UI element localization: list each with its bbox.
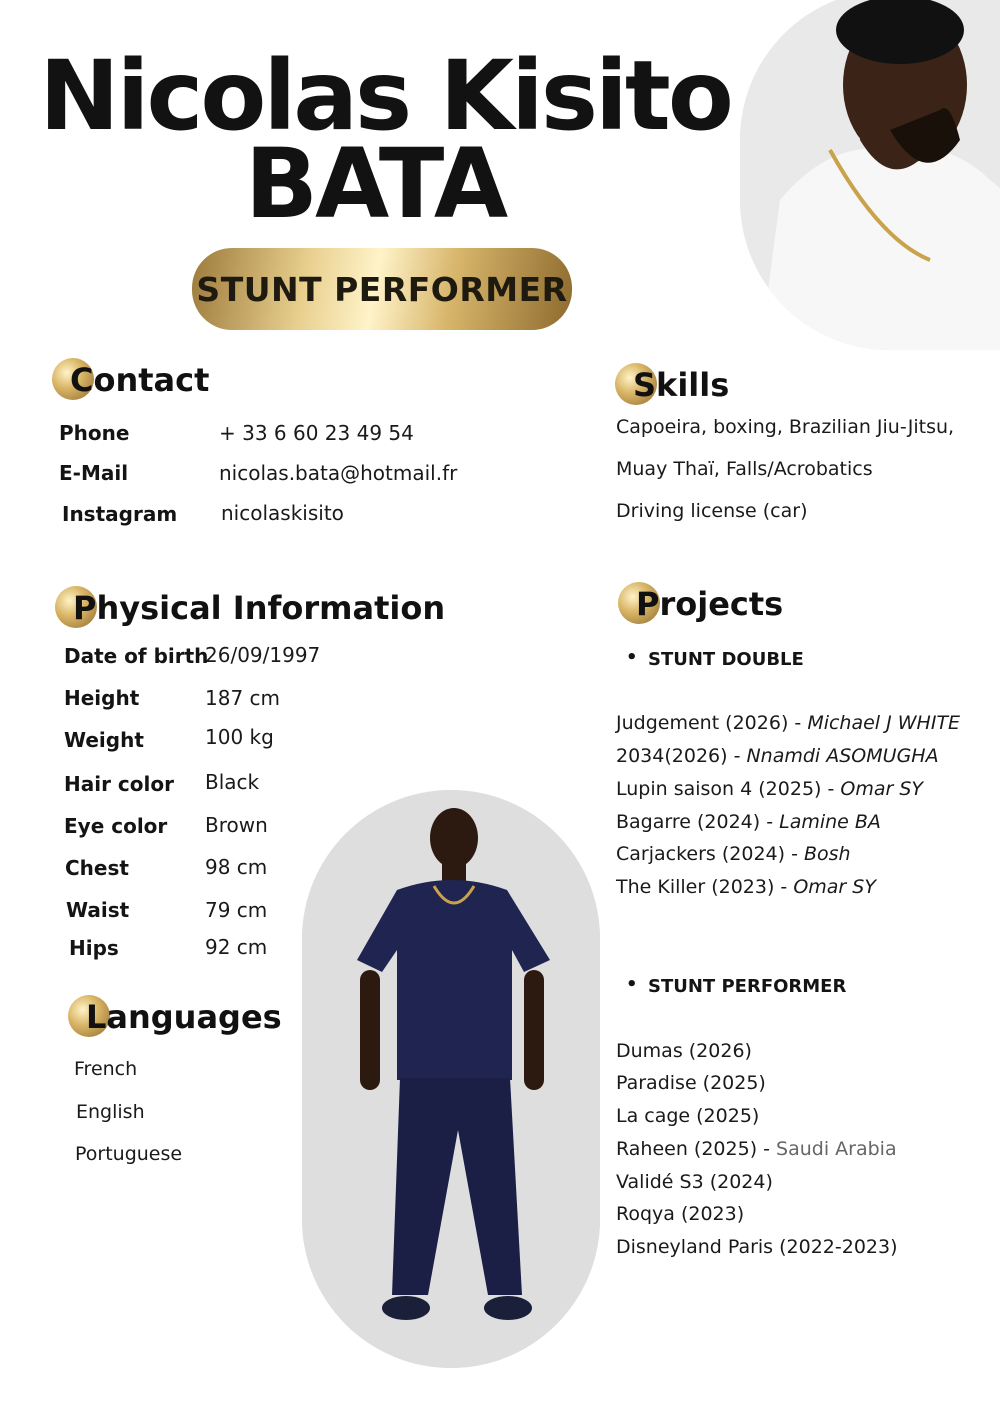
contact-instagram-label: Instagram xyxy=(62,502,178,526)
contact-email-label: E-Mail xyxy=(59,461,129,485)
role-badge xyxy=(192,248,572,330)
physical-label: Hips xyxy=(69,936,119,960)
portrait-photo xyxy=(740,0,1000,350)
project-item: Judgement (2026) - Michael J WHITE xyxy=(616,712,961,734)
language-item: French xyxy=(74,1058,138,1080)
physical-label: Height xyxy=(64,686,140,710)
project-item: Dumas (2026) xyxy=(616,1040,752,1062)
physical-label: Chest xyxy=(65,856,129,880)
project-item: 2034(2026) - Nnamdi ASOMUGHA xyxy=(616,745,939,767)
skills-line: Driving license (car) xyxy=(616,500,808,522)
physical-label: Date of birth xyxy=(64,644,209,668)
project-item: La cage (2025) xyxy=(616,1105,760,1127)
language-item: Portuguese xyxy=(75,1143,183,1165)
physical-value: 92 cm xyxy=(205,935,268,959)
contact-email-value[interactable]: nicolas.bata@hotmail.fr xyxy=(219,461,458,485)
project-item: Carjackers (2024) - Bosh xyxy=(616,843,851,865)
full-body-photo xyxy=(302,790,600,1368)
physical-label: Hair color xyxy=(64,772,174,796)
physical-label: Weight xyxy=(64,728,144,752)
project-item: Disneyland Paris (2022-2023) xyxy=(616,1236,898,1258)
skills-heading: Skills xyxy=(633,369,729,401)
languages-heading: Languages xyxy=(86,1001,282,1033)
project-item: Bagarre (2024) - Lamine BA xyxy=(616,811,881,833)
project-item: Roqya (2023) xyxy=(616,1203,745,1225)
physical-label: Eye color xyxy=(64,814,168,838)
skills-line: Muay Thaï, Falls/Acrobatics xyxy=(616,458,873,480)
project-item: Paradise (2025) xyxy=(616,1072,766,1094)
contact-phone-value[interactable]: + 33 6 60 23 49 54 xyxy=(219,421,414,445)
projects-heading: Projects xyxy=(636,588,783,620)
physical-value: Brown xyxy=(205,813,268,837)
contact-heading: Contact xyxy=(70,364,209,396)
physical-heading: Physical Information xyxy=(73,592,445,624)
stunt-performer-heading: • STUNT PERFORMER xyxy=(648,976,846,997)
physical-value: 100 kg xyxy=(205,725,274,749)
project-item: Raheen (2025) - Saudi Arabia xyxy=(616,1138,897,1160)
language-item: English xyxy=(76,1101,145,1123)
physical-label: Waist xyxy=(66,898,130,922)
skills-line: Capoeira, boxing, Brazilian Jiu-Jitsu, xyxy=(616,416,955,438)
name-first: Nicolas Kisito xyxy=(39,40,731,152)
project-item: Validé S3 (2024) xyxy=(616,1171,773,1193)
role-label: STUNT PERFORMER xyxy=(196,269,568,309)
physical-value: 26/09/1997 xyxy=(205,643,321,667)
physical-value: 98 cm xyxy=(205,855,268,879)
physical-value: 79 cm xyxy=(205,898,268,922)
stunt-double-heading: • STUNT DOUBLE xyxy=(648,649,804,670)
name-last: BATA xyxy=(244,128,506,240)
project-item: The Killer (2023) - Omar SY xyxy=(616,876,876,898)
contact-phone-label: Phone xyxy=(59,421,130,445)
physical-value: Black xyxy=(205,770,260,794)
project-item: Lupin saison 4 (2025) - Omar SY xyxy=(616,778,924,800)
physical-value: 187 cm xyxy=(205,686,281,710)
contact-instagram-value[interactable]: nicolaskisito xyxy=(221,501,344,525)
